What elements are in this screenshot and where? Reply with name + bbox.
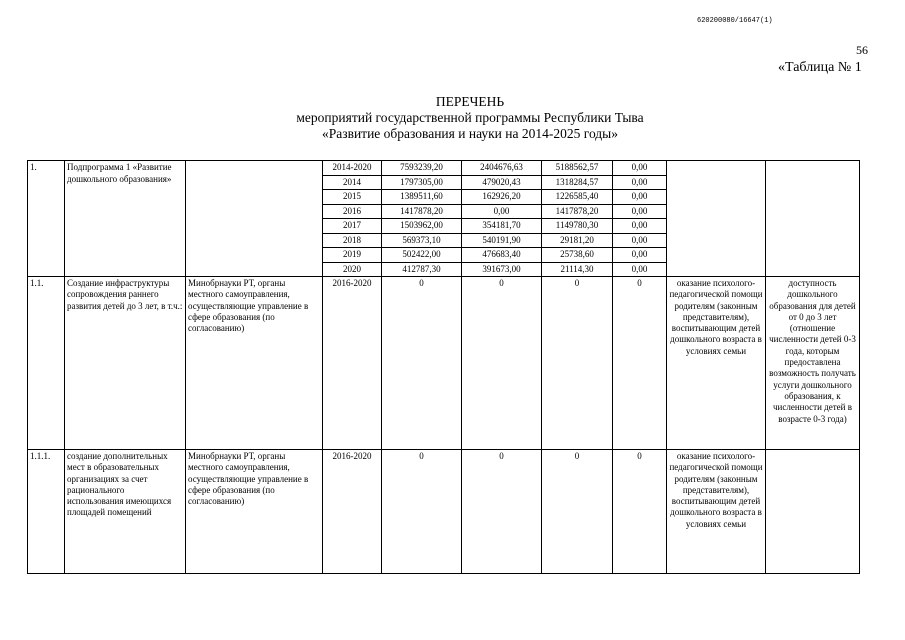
value-cell: 412787,30 — [382, 262, 462, 277]
value-cell: 0 — [382, 277, 462, 450]
year-cell: 2015 — [323, 190, 382, 205]
value-cell: 0 — [382, 450, 462, 574]
indicator-cell — [766, 450, 860, 574]
value-cell: 2404676,63 — [462, 161, 542, 176]
indicator-cell — [766, 161, 860, 277]
measure-name: Создание инфраструктуры сопровождения раннего развития детей до 3 лет, в т.ч.: — [65, 277, 186, 450]
page-number: 56 — [856, 43, 868, 57]
year-cell: 2018 — [323, 233, 382, 248]
value-cell: 1149780,30 — [542, 219, 613, 234]
value-cell: 0,00 — [613, 190, 667, 205]
result-cell — [667, 161, 766, 277]
value-cell: 479020,43 — [462, 175, 542, 190]
year-cell: 2017 — [323, 219, 382, 234]
table-row — [28, 277, 860, 450]
result-cell: оказание психолого-педагогической помощи родителям (законным представителям), воспитывающим детей дошкольного возраста в условиях семьи — [667, 277, 766, 450]
result-cell: оказание психолого-педагогической помощи родителям (законным представителям), воспитывающим детей дошкольного возраста в условиях семьи — [667, 450, 766, 574]
document-subtitle-line-1: мероприятий государственной программы Республики Тыва — [296, 110, 644, 125]
value-cell: 0,00 — [613, 175, 667, 190]
value-cell: 5188562,57 — [542, 161, 613, 176]
period-cell: 2016-2020 — [323, 277, 382, 450]
value-cell: 476683,40 — [462, 248, 542, 263]
value-cell: 1389511,60 — [382, 190, 462, 205]
row-number: 1.1.1. — [28, 450, 65, 574]
value-cell: 7593239,20 — [382, 161, 462, 176]
value-cell: 0,00 — [613, 248, 667, 263]
value-cell: 540191,90 — [462, 233, 542, 248]
executor-cell — [186, 161, 323, 277]
document-title: ПЕРЕЧЕНЬ — [435, 94, 505, 109]
value-cell: 502422,00 — [382, 248, 462, 263]
value-cell: 0,00 — [613, 219, 667, 234]
value-cell: 0,00 — [613, 161, 667, 176]
value-cell: 0 — [613, 450, 667, 574]
value-cell: 1318284,57 — [542, 175, 613, 190]
value-cell: 1797305,00 — [382, 175, 462, 190]
table-label: «Таблица № 1 — [778, 60, 862, 75]
table-row — [28, 161, 860, 176]
value-cell: 29181,20 — [542, 233, 613, 248]
value-cell: 25738,60 — [542, 248, 613, 263]
value-cell: 1417878,20 — [542, 204, 613, 219]
period-cell: 2016-2020 — [323, 450, 382, 574]
document-number: 620200080/16647(1) — [697, 17, 773, 25]
value-cell: 0,00 — [613, 204, 667, 219]
row-number: 1. — [28, 161, 65, 277]
value-cell: 0,00 — [462, 204, 542, 219]
value-cell: 1503962,00 — [382, 219, 462, 234]
indicator-cell: доступность дошкольного образования для детей от 0 до 3 лет (отношение численности детей 0-3 года, которым предоставлена возможность получать услуги дошкольного образования, к численности детей в возрасте 0-3 года) — [766, 277, 860, 450]
table-row — [28, 450, 860, 574]
value-cell: 354181,70 — [462, 219, 542, 234]
subprogram-name: Подпрограмма 1 «Развитие дошкольного образования» — [65, 161, 186, 277]
measure-name: создание дополнительных мест в образовательных организациях за счет рационального использования имеющихся площадей помещений — [65, 450, 186, 574]
value-cell: 0 — [462, 277, 542, 450]
value-cell: 162926,20 — [462, 190, 542, 205]
value-cell: 0,00 — [613, 233, 667, 248]
year-cell: 2016 — [323, 204, 382, 219]
value-cell: 0 — [542, 450, 613, 574]
year-cell: 2019 — [323, 248, 382, 263]
value-cell: 569373,10 — [382, 233, 462, 248]
value-cell: 1417878,20 — [382, 204, 462, 219]
year-cell: 2014 — [323, 175, 382, 190]
value-cell: 391673,00 — [462, 262, 542, 277]
value-cell: 0 — [462, 450, 542, 574]
row-number: 1.1. — [28, 277, 65, 450]
value-cell: 1226585,40 — [542, 190, 613, 205]
value-cell: 0 — [542, 277, 613, 450]
executor-cell: Минобрнауки РТ, органы местного самоуправления, осуществляющие управление в сфере образования (по согласованию) — [186, 450, 323, 574]
value-cell: 21114,30 — [542, 262, 613, 277]
value-cell: 0,00 — [613, 262, 667, 277]
executor-cell: Минобрнауки РТ, органы местного самоуправления, осуществляющие управление в сфере образования (по согласованию) — [186, 277, 323, 450]
value-cell: 0 — [613, 277, 667, 450]
year-cell: 2014-2020 — [323, 161, 382, 176]
measures-table — [27, 160, 860, 574]
document-subtitle-line-2: «Развитие образования и науки на 2014-2025 годы» — [321, 126, 618, 141]
year-cell: 2020 — [323, 262, 382, 277]
